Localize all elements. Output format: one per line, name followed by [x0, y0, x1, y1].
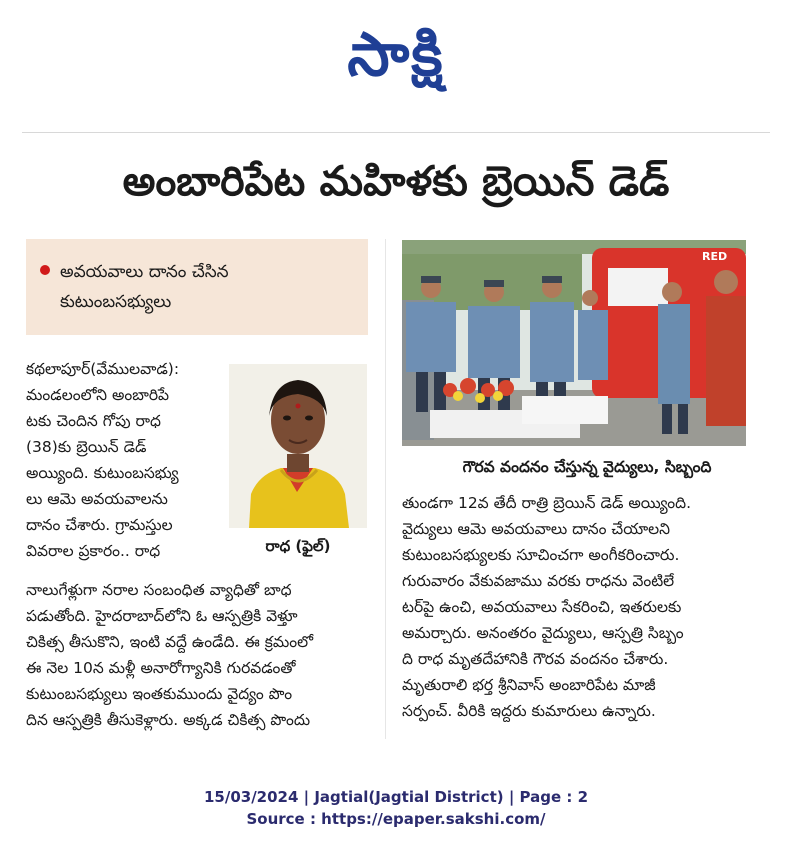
article-line: లు ఆమె అవయవాలను	[26, 490, 168, 508]
article-line: మృతురాలి భర్త శ్రీనివాస్ అంబారిపేట మాజీ	[402, 676, 656, 694]
article-line: వైద్యులు ఆమె అవయవాలు దానం చేయాలని	[402, 520, 670, 538]
radha-photo-caption: రాధ (ఫైల్)	[265, 537, 331, 555]
column-divider	[385, 239, 386, 739]
article-line: గురువారం వేకువజాము వరకు రాధను వెంటిలే	[402, 572, 675, 590]
article-column-narrow	[26, 356, 222, 564]
radha-photo	[229, 364, 367, 528]
article-column-wide	[26, 577, 368, 733]
tribute-photo-caption: గౌరవ వందనం చేస్తున్న వైద్యులు, సిబ్బంది	[462, 458, 712, 476]
ambulance-label: RED	[702, 250, 728, 263]
article-line: తుండగా 12వ తేదీ రాత్రి బ్రెయిన్ డెడ్ అయ్యింది.	[402, 494, 692, 512]
article-line: దానం చేశారు. గ్రామస్తుల	[26, 516, 173, 534]
article-line: దిన ఆస్పత్రికి తీసుకెళ్లారు. అక్కడ చికిత్స పొందు	[26, 711, 311, 729]
article-line: పడుతోంది. హైదరాబాద్‌లోని ఓ ఆస్పత్రికి వెళ్తూ	[26, 607, 298, 625]
article-line: అయ్యింది. కుటుంబసభ్యు	[26, 464, 179, 482]
article-line: అమర్చారు. అనంతరం వైద్యులు, ఆస్పత్రి సిబ్బం	[402, 624, 684, 642]
dateline: కథలాపూర్(వేములవాడ):	[26, 360, 180, 378]
article-line: నాలుగేళ్లుగా నరాల సంబంధిత వ్యాధితో బాధ	[26, 581, 292, 599]
article-line: టకు చెందిన గోపు రాధ	[26, 412, 161, 430]
article-line: వివరాల ప్రకారం.. రాధ	[26, 542, 161, 560]
tagline-line-1: అవయవాలు దానం చేసిన	[60, 262, 229, 282]
footer-date-page: 15/03/2024 | Jagtial(Jagtial District) | Page : 2	[203, 788, 589, 806]
article-line: ది రాధ మృతదేహానికి గౌరవ వందనం చేశారు.	[402, 650, 669, 668]
tagline-box	[26, 239, 368, 335]
divider	[22, 132, 770, 133]
article-line: ఈ నెల 10న మళ్లీ అనారోగ్యానికి గురవడంతో	[26, 659, 296, 677]
article-line: మండలంలోని అంబారిపే	[26, 386, 170, 404]
logo-text: సాక్షి	[347, 20, 445, 90]
article-column-right	[402, 490, 772, 724]
article-line: సర్పంచ్. వీరికి ఇద్దరు కుమారులు ఉన్నారు.	[402, 702, 656, 720]
tagline-line-2: కుటుంబసభ్యులు	[60, 292, 172, 312]
article-line: (38)కు బ్రెయిన్ డెడ్	[26, 438, 147, 456]
portrait-image	[229, 364, 367, 528]
masthead-logo[interactable]	[296, 14, 496, 96]
article-line: చికిత్స తీసుకొని, ఇంటి వద్దే ఉండేది. ఈ క్రమంలో	[26, 633, 314, 651]
tribute-photo	[402, 240, 746, 446]
bullet-icon	[40, 265, 50, 275]
tribute-image	[402, 240, 746, 446]
article-line: కుటుంబసభ్యులు ఇంతకుముందు వైద్యం పొం	[26, 685, 293, 703]
footer-source-link[interactable]: Source : https://epaper.sakshi.com/	[246, 810, 546, 828]
article-line: కుటుంబసభ్యులకు సూచించగా అంగీకరించారు.	[402, 546, 680, 564]
article-line: టర్‌పై ఉంచి, అవయవాలు సేకరించి, ఇతరులకు	[402, 598, 682, 616]
headline: అంబారిపేట మహిళకు బ్రెయిన్ డెడ్	[122, 157, 670, 205]
